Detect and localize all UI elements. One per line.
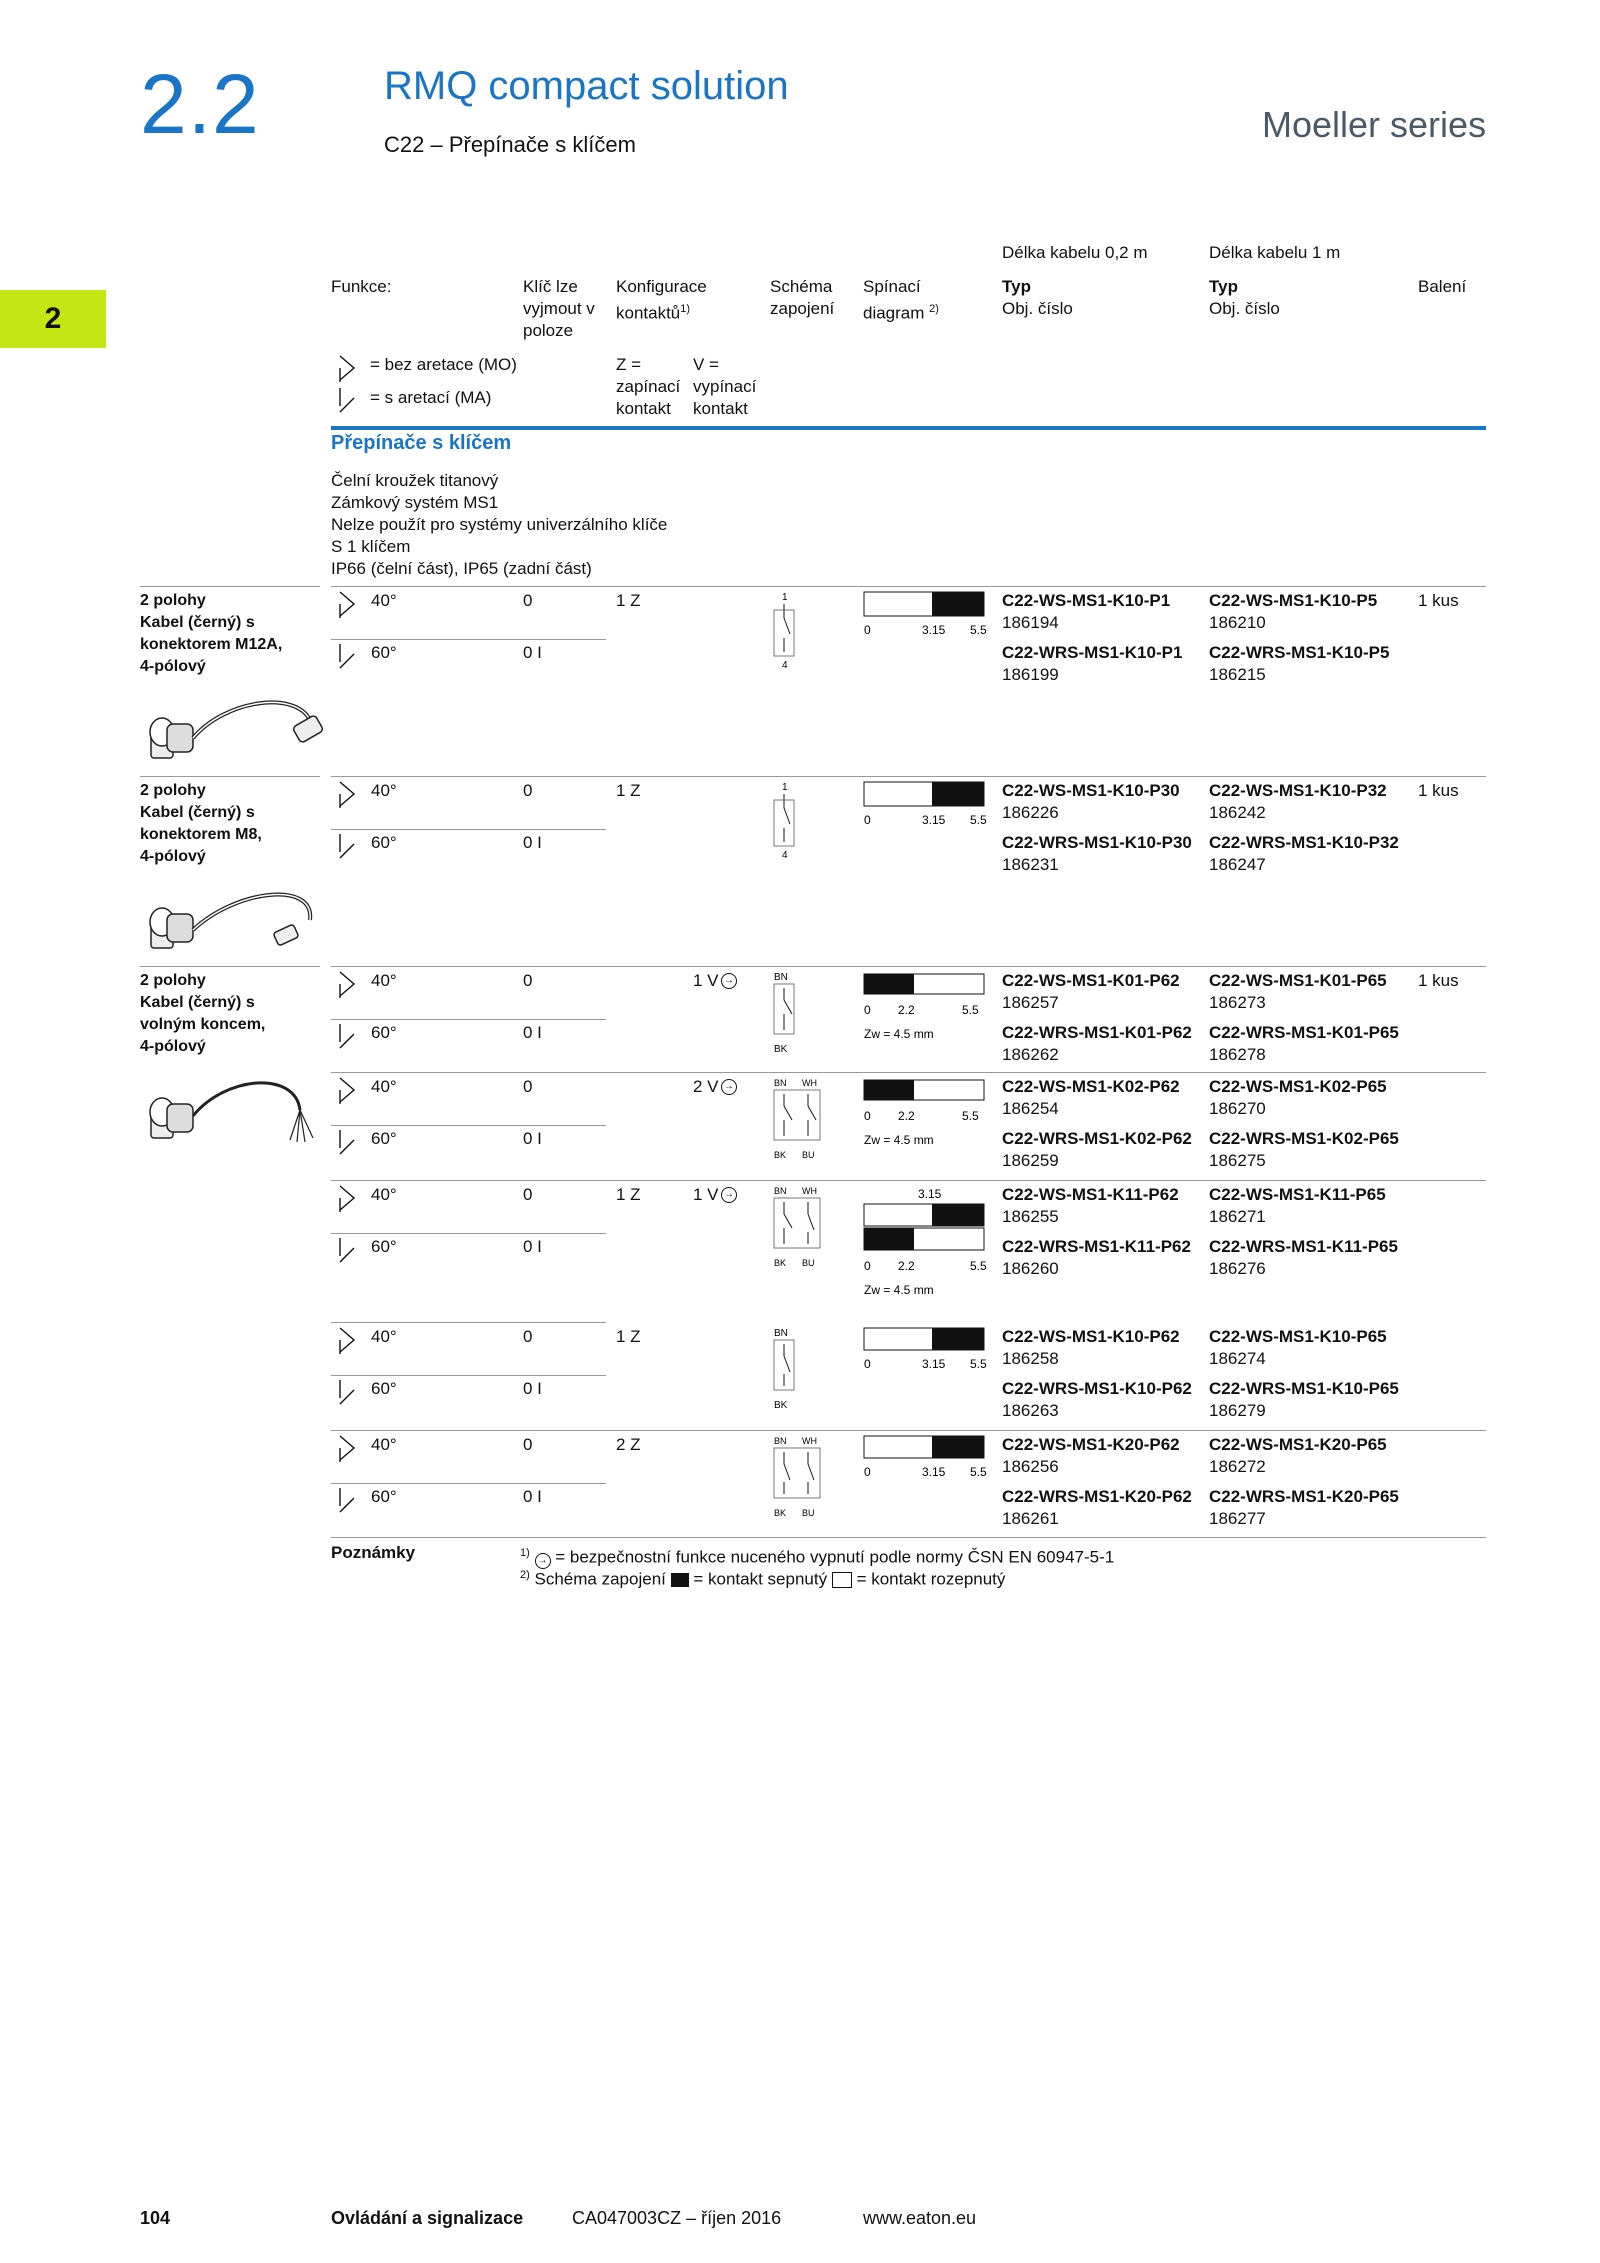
mo-key-icon <box>336 780 358 810</box>
col-schema-line: Schéma <box>770 277 833 296</box>
diagram-zw: Zw = 4.5 mm <box>864 1027 934 1041</box>
wire-label: BK <box>774 1508 787 1518</box>
wire-label: BK <box>774 1258 787 1268</box>
row-type-1: C22-WS-MS1-K10-P65 <box>1209 1327 1387 1346</box>
row-order-1: 186277 <box>1209 1509 1266 1528</box>
row-separator <box>331 1072 1486 1073</box>
diagram-tick: 5.5 <box>970 623 987 637</box>
row-order-1: 186247 <box>1209 855 1266 874</box>
row-order-1: 186276 <box>1209 1259 1266 1278</box>
row-packaging: 1 kus <box>1418 971 1459 990</box>
col-schema-line: zapojení <box>770 299 835 318</box>
row-separator <box>331 1125 606 1126</box>
ma-key-icon <box>336 386 358 416</box>
row-order-02: 186263 <box>1002 1401 1059 1420</box>
group-label-line: konektorem M8, <box>140 826 262 843</box>
footnote-mark: 2) <box>520 1569 530 1581</box>
row-type-02: C22-WS-MS1-K10-P62 <box>1002 1327 1180 1346</box>
row-key-position: 0 <box>523 971 533 990</box>
col-schema <box>770 276 834 320</box>
switch-diagram-2 <box>862 780 992 828</box>
v-def-line: kontakt <box>693 399 748 418</box>
row-angle: 40° <box>371 1435 397 1454</box>
row-angle: 40° <box>371 591 397 610</box>
row-key-position: 0 <box>523 1185 533 1204</box>
col-typ-label: Typ <box>1002 277 1031 296</box>
ma-key-icon <box>336 1378 358 1408</box>
group-label-line: 4-pólový <box>140 1038 206 1055</box>
group-label-line: 2 polohy <box>140 782 206 799</box>
row-angle: 60° <box>371 1237 397 1256</box>
row-order-02: 186194 <box>1002 613 1059 632</box>
row-separator <box>331 1233 606 1234</box>
col-obj-label: Obj. číslo <box>1002 299 1073 318</box>
col-typ-02 <box>1002 276 1073 320</box>
row-type-1: C22-WRS-MS1-K02-P65 <box>1209 1129 1399 1148</box>
section-title: Přepínače s klíčem <box>331 432 512 454</box>
switch-diagram-6 <box>862 1326 992 1374</box>
mo-key-icon <box>336 590 358 620</box>
row-separator <box>331 776 1486 777</box>
row-order-02: 186261 <box>1002 1509 1059 1528</box>
row-config-v: 2 V <box>693 1077 719 1096</box>
mo-key-icon <box>336 970 358 1000</box>
row-config-z: 1 Z <box>616 781 641 800</box>
row-separator <box>331 1483 606 1484</box>
row-type-02: C22-WS-MS1-K10-P30 <box>1002 781 1180 800</box>
group-label-line: Kabel (černý) s <box>140 804 255 821</box>
safety-arrow-icon: → <box>721 1079 737 1095</box>
z-definition <box>616 354 680 420</box>
row-order-02: 186260 <box>1002 1259 1059 1278</box>
wire-label: 1 <box>782 592 788 603</box>
row-type-02: C22-WS-MS1-K01-P62 <box>1002 971 1180 990</box>
cable-length-02: Délka kabelu 0,2 m <box>1002 243 1148 262</box>
row-type-1: C22-WRS-MS1-K10-P65 <box>1209 1379 1399 1398</box>
diagram-tick: 0 <box>864 813 871 827</box>
row-key-position: 0 <box>523 781 533 800</box>
row-key-position: 0 I <box>523 833 542 852</box>
row-type-1: C22-WRS-MS1-K11-P65 <box>1209 1237 1398 1256</box>
col-spinaci <box>863 276 939 325</box>
row-packaging: 1 kus <box>1418 781 1459 800</box>
legend-ma: = s aretací (MA) <box>370 388 492 407</box>
v-def-line: V = <box>693 355 719 374</box>
row-angle: 60° <box>371 1487 397 1506</box>
ma-key-icon <box>336 1486 358 1516</box>
switch-diagram-3 <box>862 970 992 1044</box>
wire-label: WH <box>802 1186 817 1196</box>
desc-line: Zámkový systém MS1 <box>331 493 499 512</box>
row-angle: 40° <box>371 1185 397 1204</box>
group-label-line: Kabel (černý) s <box>140 994 255 1011</box>
row-type-1: C22-WS-MS1-K10-P32 <box>1209 781 1387 800</box>
footnote-ref: 2) <box>929 303 939 315</box>
circuit-schema-1v <box>772 970 812 1058</box>
switch-diagram-5 <box>862 1184 992 1300</box>
circuit-schema-1z <box>772 590 802 670</box>
note-1-text: = bezpečnostní funkce nuceného vypnutí podle normy ČSN EN 60947-5-1 <box>555 1547 1115 1567</box>
wire-label: 4 <box>782 850 788 860</box>
row-separator <box>331 1537 1486 1538</box>
col-klic-line: Klíč lze <box>523 277 578 296</box>
circuit-schema-1z <box>772 780 802 860</box>
row-key-position: 0 I <box>523 1129 542 1148</box>
cable-length-1: Délka kabelu 1 m <box>1209 243 1341 262</box>
mo-key-icon <box>336 1326 358 1356</box>
diagram-tick: 3.15 <box>922 1357 946 1371</box>
col-baleni: Balení <box>1418 277 1467 296</box>
row-order-1: 186242 <box>1209 803 1266 822</box>
footer-section: Ovládání a signalizace <box>331 2208 524 2228</box>
row-config-z: 1 Z <box>616 1327 641 1346</box>
diagram-tick: 0 <box>864 1003 871 1017</box>
row-separator <box>331 1019 606 1020</box>
col-typ-label: Typ <box>1209 277 1238 296</box>
row-type-02: C22-WRS-MS1-K10-P30 <box>1002 833 1192 852</box>
wire-label: 4 <box>782 660 788 670</box>
row-order-1: 186270 <box>1209 1099 1266 1118</box>
row-angle: 40° <box>371 1327 397 1346</box>
wire-label: BN <box>774 1186 787 1196</box>
row-separator <box>331 829 606 830</box>
row-type-1: C22-WS-MS1-K10-P5 <box>1209 591 1378 610</box>
row-config-v: 1 V <box>693 971 719 990</box>
row-angle: 40° <box>371 1077 397 1096</box>
v-definition <box>693 354 756 420</box>
ma-key-icon <box>336 832 358 862</box>
switch-diagram-7 <box>862 1434 992 1482</box>
diagram-tick: 3.15 <box>922 1465 946 1479</box>
row-type-02: C22-WS-MS1-K11-P62 <box>1002 1185 1179 1204</box>
z-def-line: Z = <box>616 355 642 374</box>
row-separator <box>331 966 1486 967</box>
diagram-tick: 0 <box>864 1109 871 1123</box>
row-order-1: 186210 <box>1209 613 1266 632</box>
diagram-tick: 3.15 <box>918 1187 942 1201</box>
safety-arrow-icon: → <box>535 1553 551 1569</box>
ma-key-icon <box>336 642 358 672</box>
row-order-1: 186271 <box>1209 1207 1266 1226</box>
group-label-line: 2 polohy <box>140 592 206 609</box>
safety-arrow-icon: → <box>721 1187 737 1203</box>
row-order-02: 186199 <box>1002 665 1059 684</box>
diagram-zw: Zw = 4.5 mm <box>864 1283 934 1297</box>
cable-m8-image <box>145 880 325 960</box>
col-konfigurace-line: Konfigurace <box>616 277 707 296</box>
row-key-position: 0 I <box>523 1237 542 1256</box>
note-2-closed: = kontakt sepnutý <box>693 1569 828 1589</box>
row-order-1: 186272 <box>1209 1457 1266 1476</box>
note-2-open: = kontakt rozepnutý <box>856 1569 1006 1589</box>
notes-label: Poznámky <box>331 1543 416 1562</box>
row-type-02: C22-WRS-MS1-K10-P1 <box>1002 643 1183 662</box>
group-label-line: 4-pólový <box>140 658 206 675</box>
footnote-mark: 1) <box>520 1547 530 1559</box>
col-obj-label: Obj. číslo <box>1209 299 1280 318</box>
diagram-tick: 2.2 <box>898 1003 915 1017</box>
row-order-02: 186259 <box>1002 1151 1059 1170</box>
row-key-position: 0 I <box>523 1023 542 1042</box>
row-angle: 40° <box>371 781 397 800</box>
row-type-1: C22-WRS-MS1-K01-P65 <box>1209 1023 1399 1042</box>
circuit-schema-1z1v <box>772 1184 832 1272</box>
circuit-schema-1z <box>772 1326 812 1414</box>
row-order-02: 186254 <box>1002 1099 1059 1118</box>
row-type-1: C22-WS-MS1-K20-P65 <box>1209 1435 1387 1454</box>
row-key-position: 0 <box>523 1327 533 1346</box>
wire-label: BK <box>774 1150 787 1160</box>
footnote-ref: 1) <box>680 303 691 315</box>
page-number: 104 <box>140 2208 171 2228</box>
diagram-tick: 2.2 <box>898 1259 915 1273</box>
group-label-m8 <box>140 780 262 868</box>
wire-label: BU <box>802 1150 815 1160</box>
diagram-tick: 0 <box>864 1259 871 1273</box>
row-order-02: 186256 <box>1002 1457 1059 1476</box>
wire-label: BN <box>774 972 788 983</box>
row-type-02: C22-WRS-MS1-K10-P62 <box>1002 1379 1192 1398</box>
row-packaging: 1 kus <box>1418 591 1459 610</box>
row-type-1: C22-WRS-MS1-K10-P32 <box>1209 833 1399 852</box>
group-label-line: Kabel (černý) s <box>140 614 255 631</box>
diagram-tick: 5.5 <box>970 813 987 827</box>
row-separator <box>331 1375 606 1376</box>
note-2-text: Schéma zapojení <box>534 1569 666 1589</box>
group-separator <box>140 966 320 967</box>
row-config-z: 1 Z <box>616 1185 641 1204</box>
wire-label: WH <box>802 1436 817 1446</box>
mo-key-icon <box>336 1184 358 1214</box>
row-separator <box>331 586 1486 587</box>
group-label-m12 <box>140 590 282 678</box>
row-type-02: C22-WRS-MS1-K02-P62 <box>1002 1129 1192 1148</box>
row-type-02: C22-WRS-MS1-K01-P62 <box>1002 1023 1192 1042</box>
row-order-02: 186231 <box>1002 855 1059 874</box>
footer-url[interactable]: www.eaton.eu <box>863 2208 977 2228</box>
diagram-tick: 5.5 <box>962 1003 979 1017</box>
row-key-position: 0 I <box>523 643 542 662</box>
wire-label: BN <box>774 1078 787 1088</box>
page-subtitle: C22 – Přepínače s klíčem <box>384 132 636 157</box>
page-title: RMQ compact solution <box>384 64 789 108</box>
circuit-schema-2z <box>772 1434 832 1522</box>
ma-key-icon <box>336 1022 358 1052</box>
cable-free-end-image <box>145 1070 325 1150</box>
col-funkce: Funkce: <box>331 277 392 296</box>
wire-label: BN <box>774 1328 788 1339</box>
desc-line: S 1 klíčem <box>331 537 411 556</box>
row-type-1: C22-WRS-MS1-K20-P65 <box>1209 1487 1399 1506</box>
header-divider <box>331 426 1486 430</box>
wire-label: BU <box>802 1258 815 1268</box>
row-type-02: C22-WS-MS1-K02-P62 <box>1002 1077 1180 1096</box>
group-separator <box>140 586 320 587</box>
row-angle: 60° <box>371 643 397 662</box>
row-config-z: 1 Z <box>616 591 641 610</box>
row-type-02: C22-WS-MS1-K10-P1 <box>1002 591 1171 610</box>
row-order-1: 186275 <box>1209 1151 1266 1170</box>
wire-label: BK <box>774 1044 788 1055</box>
chapter-side-tab: 2 <box>0 290 106 348</box>
row-key-position: 0 <box>523 591 533 610</box>
row-key-position: 0 I <box>523 1487 542 1506</box>
row-config-z: 2 Z <box>616 1435 641 1454</box>
row-type-1: C22-WRS-MS1-K10-P5 <box>1209 643 1390 662</box>
mo-key-icon <box>336 1434 358 1464</box>
row-order-1: 186215 <box>1209 665 1266 684</box>
wire-label: BN <box>774 1436 787 1446</box>
row-order-1: 186273 <box>1209 993 1266 1012</box>
col-klic-line: poloze <box>523 321 574 340</box>
safety-arrow-icon: → <box>721 973 737 989</box>
col-konfigurace-line: kontaktů <box>616 303 681 323</box>
row-angle: 60° <box>371 833 397 852</box>
desc-line: Čelní kroužek titanový <box>331 471 499 490</box>
row-angle: 60° <box>371 1379 397 1398</box>
col-klic-line: vyjmout v <box>523 299 595 318</box>
col-klic <box>523 276 595 342</box>
diagram-tick: 5.5 <box>970 1465 987 1479</box>
row-type-1: C22-WS-MS1-K11-P65 <box>1209 1185 1386 1204</box>
row-key-position: 0 <box>523 1077 533 1096</box>
closed-contact-swatch <box>671 1573 689 1587</box>
diagram-tick: 0 <box>864 623 871 637</box>
row-separator <box>331 1180 1486 1181</box>
row-angle: 60° <box>371 1129 397 1148</box>
row-type-1: C22-WS-MS1-K02-P65 <box>1209 1077 1387 1096</box>
cable-m12-image <box>145 690 325 770</box>
series-label: Moeller series <box>1262 104 1487 145</box>
col-spinaci-line: diagram <box>863 303 925 323</box>
col-spinaci-line: Spínací <box>863 277 921 296</box>
z-def-line: zapínací <box>616 377 681 396</box>
note-2 <box>520 1564 1005 1591</box>
row-order-02: 186255 <box>1002 1207 1059 1226</box>
legend-mo: = bez aretace (MO) <box>370 355 517 374</box>
diagram-tick: 3.15 <box>922 813 946 827</box>
diagram-tick: 3.15 <box>922 623 946 637</box>
desc-line: Nelze použít pro systémy univerzálního klíče <box>331 515 668 534</box>
diagram-tick: 5.5 <box>970 1259 987 1273</box>
row-type-1: C22-WS-MS1-K01-P65 <box>1209 971 1387 990</box>
diagram-tick: 0 <box>864 1465 871 1479</box>
row-angle: 40° <box>371 971 397 990</box>
row-order-02: 186226 <box>1002 803 1059 822</box>
switch-diagram-4 <box>862 1076 992 1150</box>
row-order-1: 186274 <box>1209 1349 1266 1368</box>
circuit-schema-2v <box>772 1076 832 1164</box>
ma-key-icon <box>336 1236 358 1266</box>
switch-diagram-1 <box>862 590 992 638</box>
diagram-zw: Zw = 4.5 mm <box>864 1133 934 1147</box>
row-order-02: 186262 <box>1002 1045 1059 1064</box>
row-type-02: C22-WRS-MS1-K20-P62 <box>1002 1487 1192 1506</box>
row-order-1: 186279 <box>1209 1401 1266 1420</box>
diagram-tick: 5.5 <box>962 1109 979 1123</box>
row-type-02: C22-WRS-MS1-K11-P62 <box>1002 1237 1191 1256</box>
col-konfigurace <box>616 276 707 325</box>
desc-line: IP66 (čelní část), IP65 (zadní část) <box>331 559 592 578</box>
col-typ-1 <box>1209 276 1280 320</box>
z-def-line: kontakt <box>616 399 671 418</box>
row-order-1: 186278 <box>1209 1045 1266 1064</box>
ma-key-icon <box>336 1128 358 1158</box>
chapter-number: 2.2 <box>140 57 260 151</box>
row-order-02: 186258 <box>1002 1349 1059 1368</box>
row-order-02: 186257 <box>1002 993 1059 1012</box>
row-config-v: 1 V <box>693 1185 719 1204</box>
group-label-line: konektorem M12A, <box>140 636 283 653</box>
group-label-line: 4-pólový <box>140 848 206 865</box>
wire-label: BU <box>802 1508 815 1518</box>
diagram-tick: 0 <box>864 1357 871 1371</box>
row-key-position: 0 <box>523 1435 533 1454</box>
mo-key-icon <box>336 1076 358 1106</box>
row-separator <box>331 1322 606 1323</box>
v-def-line: vypínací <box>693 377 757 396</box>
group-separator <box>140 776 320 777</box>
diagram-tick: 2.2 <box>898 1109 915 1123</box>
group-label-line: volným koncem, <box>140 1016 266 1033</box>
row-separator <box>331 1430 1486 1431</box>
group-label-line: 2 polohy <box>140 972 206 989</box>
row-type-02: C22-WS-MS1-K20-P62 <box>1002 1435 1180 1454</box>
diagram-tick: 5.5 <box>970 1357 987 1371</box>
wire-label: 1 <box>782 782 788 793</box>
group-label-free-end <box>140 970 265 1058</box>
wire-label: WH <box>802 1078 817 1088</box>
row-separator <box>331 639 606 640</box>
footer-code: CA047003CZ – říjen 2016 <box>572 2208 782 2228</box>
row-key-position: 0 I <box>523 1379 542 1398</box>
open-contact-swatch <box>832 1572 852 1588</box>
section-description <box>331 470 667 580</box>
mo-key-icon <box>336 354 358 384</box>
wire-label: BK <box>774 1400 788 1411</box>
row-angle: 60° <box>371 1023 397 1042</box>
